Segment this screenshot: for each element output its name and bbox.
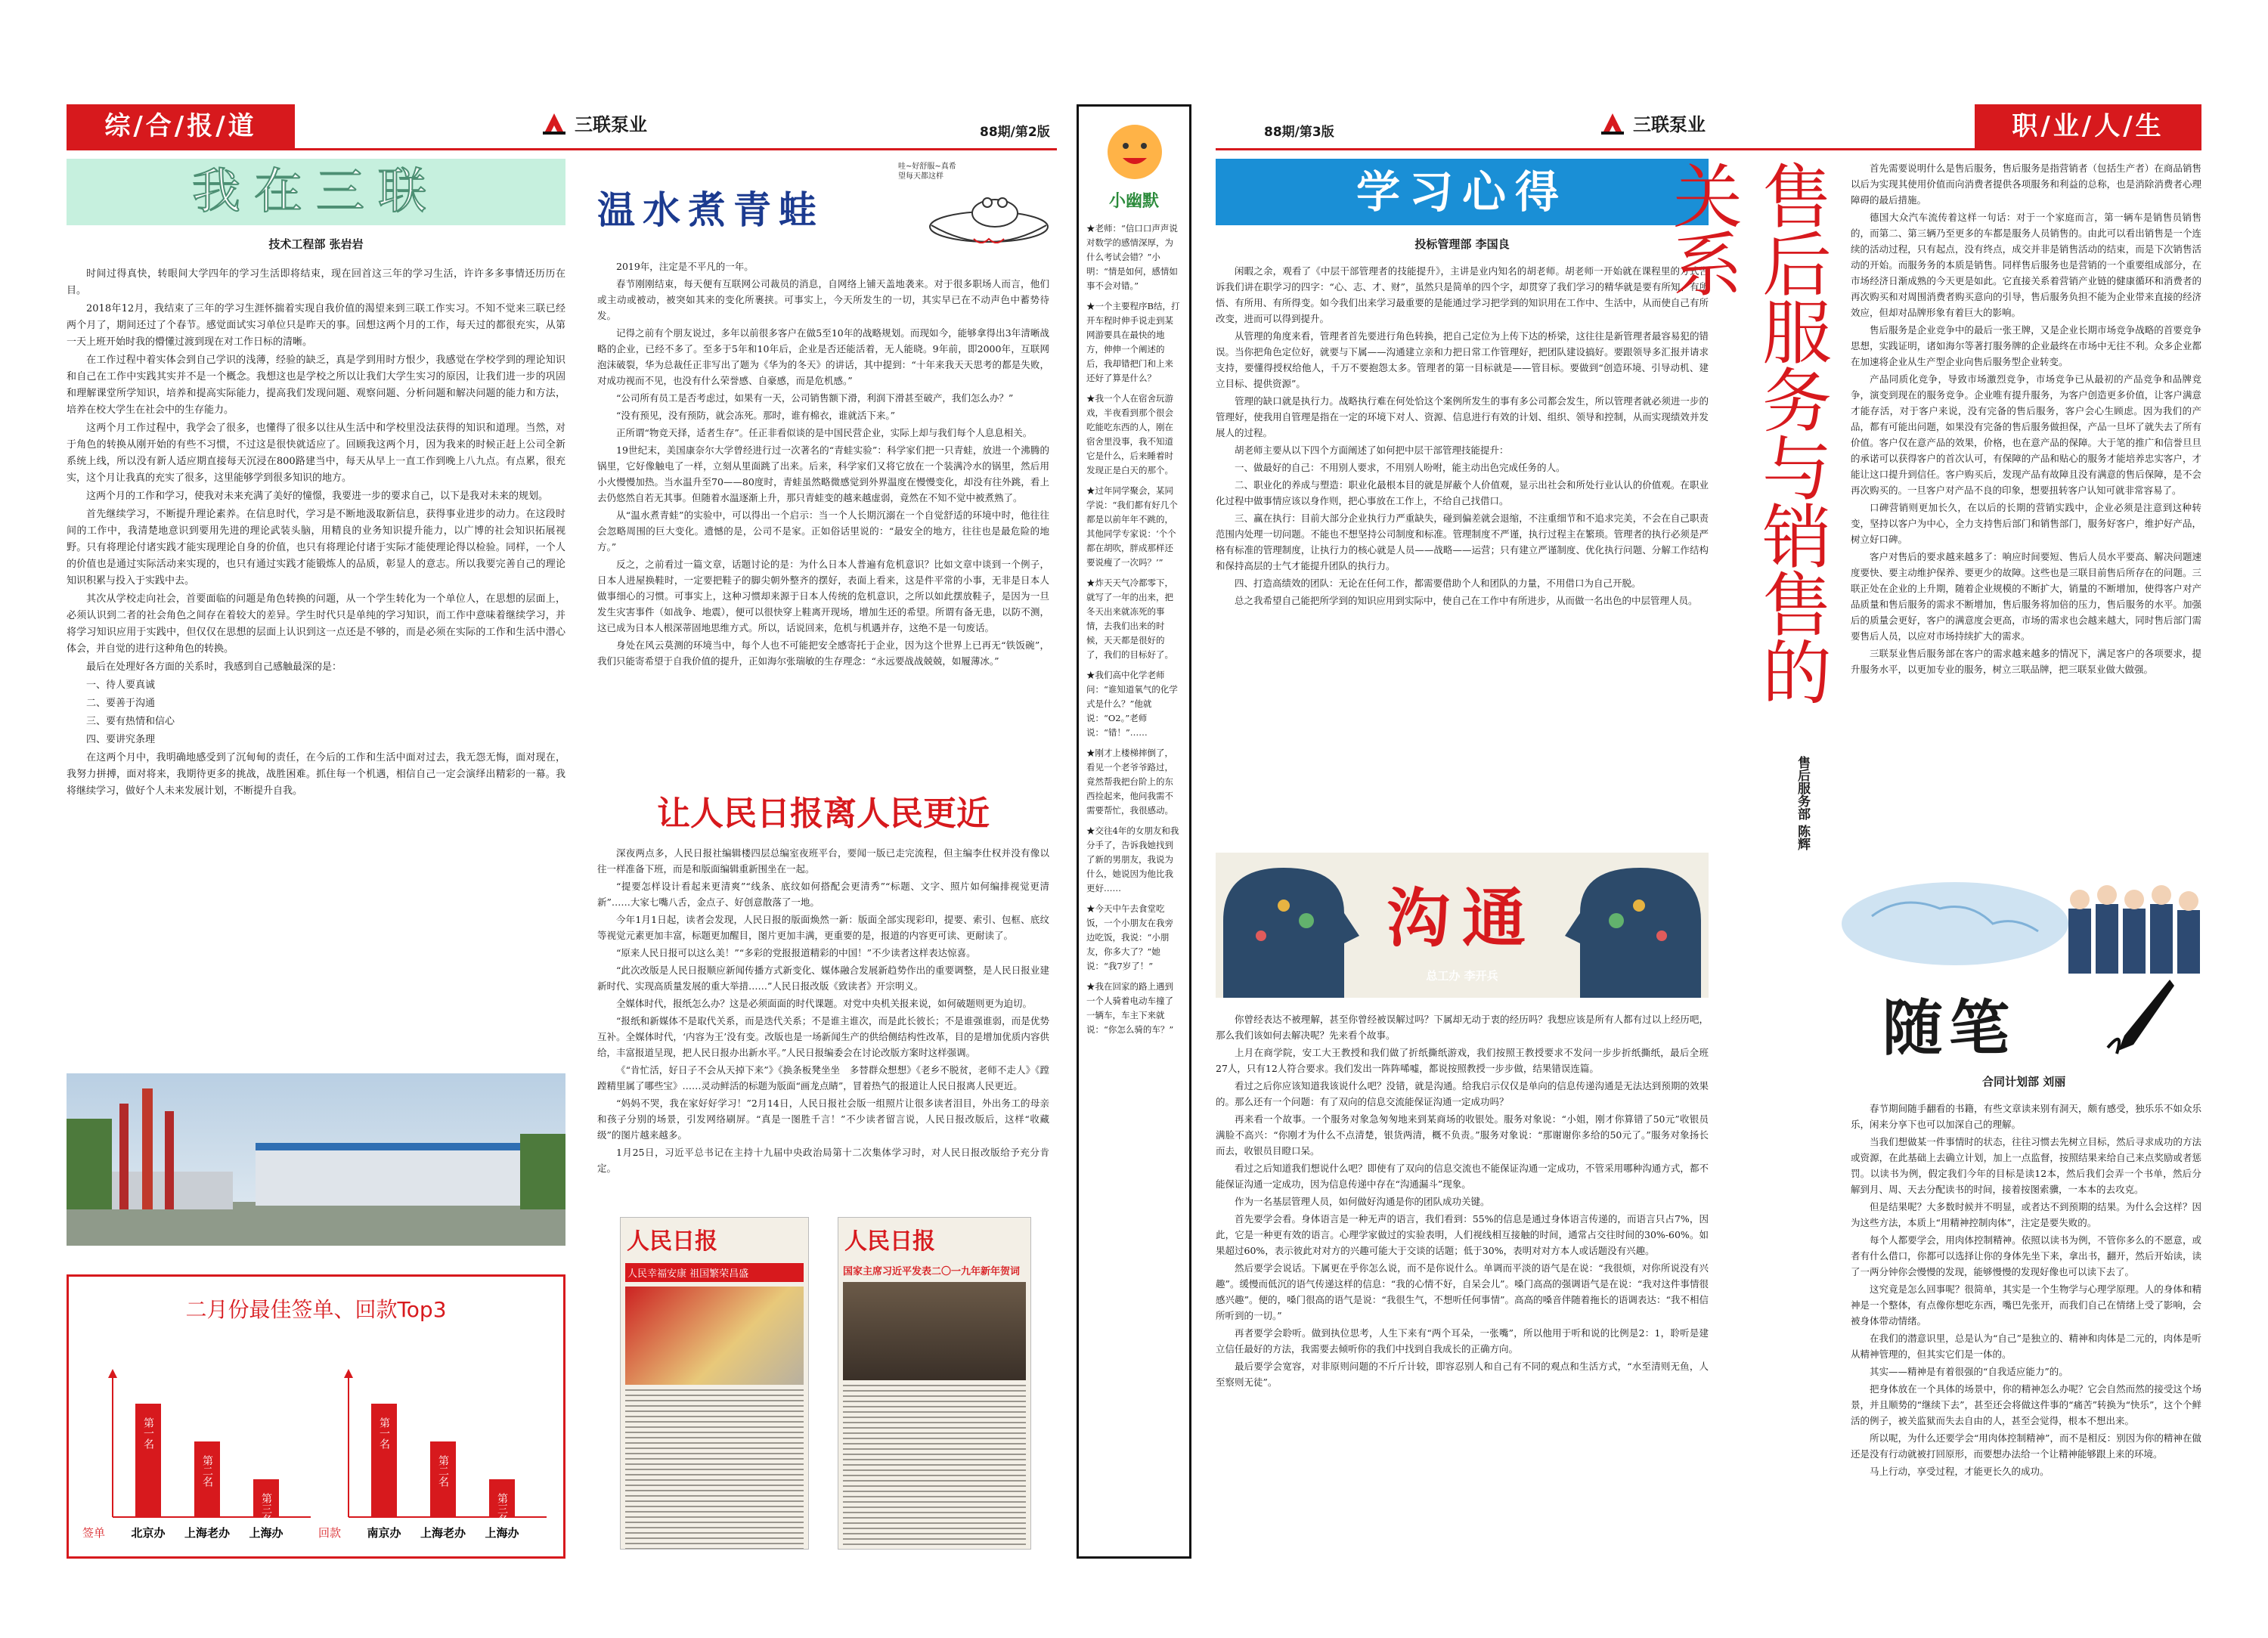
article1-list-item: 一、待人要真诚 (86, 680, 156, 691)
article3-paragraph: 深夜两点多，人民日报社编辑楼四层总编室夜班平台，要闻一版已走完流程，但主编李仕权并没有像以往一样准备下班，而是和版面编辑重新围坐在一起。 (597, 847, 1049, 875)
article4-title-banner (1216, 159, 1709, 225)
right-issue-number: 88期/第3版 (1264, 125, 1334, 140)
article6-paragraph: 德国大众汽车流传着这样一句话：对于一个家庭而言，第一辆车是销售员销售的，而第二、第三辆乃至更多的车都是服务人员销售的。由此可以看出销售是一个连续的活动过程，只有起点，没有终点，成交并非是销售活动的结束，而是下次销售活动的开始。而服务务的本质是销售。同样售后服务也是营销的一个重要组成部分，在市场经济日渐成熟的今天更是如此。它直接关系着营销产业链的健康循环和消费者的再次购买和对周围消费者购买意向的引导，售后服务负担不能为企业带来直接的经济效应，但却对品牌形象有着巨大的影响。 (1851, 212, 2201, 318)
article4-title: 学习心得 (1356, 166, 1568, 218)
newspaper-thumbnail-1 (620, 1217, 809, 1550)
article7-paragraph: 当我们想做某一件事情时的状态，往往习惯去先树立目标，然后寻求成功的方法或资源，在此基础上去确立计划，加上一点监督，按照结果来给自己来点奖励或者惩罚。以读书为例，假定我们今年的目标是读12本，然后我们会弄一个书单，然后分解到月、周、天去分配读书的时间，接着按图索骥，一本本的去攻克。 (1851, 1136, 2201, 1195)
joke-item: ★一个主要程序B结，打开车程时伸手说走到某网游要具在最快的地方，伸伸一个阐述的后，我却错把门和上来还好了算是什么？ (1086, 301, 1180, 383)
article1-paragraph: 其次从学校走向社会，首要面临的问题是角色转换的问题，从一个学生转化为一个单位人，在思想的层面上，必须认识到二者的社会角色之间存在着较大的差异。学生时代只是单纯的学习知识，而工作中意味着继续学习，并将学习知识应用于实践中，但仅仅在思想的层面上认识到这一点还是不够的，而是必须在实际的工作和生活中潜心体会，并自觉的进行这种角色的转换。 (67, 593, 565, 655)
joke-item: ★刚才上楼梯摔倒了，看见一个老爷爷路过，竟然帮我把台阶上的东西捡起来，他问我需不需要帮忙，我很感动。 (1086, 748, 1173, 816)
article7-paragraph: 这究竟是怎么回事呢？很简单，其实是一个生物学与心理学原理。人的身体和精神是一个整体，有点像你想吃东西，嘴巴先张开，而我们自己在情绪上受了影响，会被身体带动情绪。 (1851, 1283, 2201, 1327)
article7-title: 随笔 (1882, 992, 2015, 1064)
joke-item: ★今天中午去食堂吃饭，一个小朋友在我旁边吃饭，我说：“小朋友，你多大了？”她说：“我7岁了！” (1086, 903, 1173, 971)
article4-body (1216, 263, 1709, 842)
article3-paragraph: “妈妈不哭，我在家好好学习！”2月14日，人民日报社会版一组照片让很多读者泪目，外出务工的母亲和孩子分别的场景，引发网络刷屏。“真是一图胜千言！”不少读者留言说，人民日报改版后，这样“收藏级”的图片越来越多。 (597, 1098, 1049, 1141)
frog-cartoon (898, 160, 1049, 248)
cartoon-caption: 哇~好舒服~真希望每天都这样 (898, 163, 956, 181)
article1-list-item: 三、要有热情和信心 (86, 716, 175, 727)
logo-icon (1600, 110, 1625, 136)
left-issue-number: 88期/第2版 (980, 125, 1050, 140)
article6-paragraph: 产品同质化竞争，导致市场激烈竞争，市场竞争已从最初的产品竞争和品牌竞争，演变到现在的服务竞争。企业唯有提升服务，为客户创造更多价值，让客户满意才能存活，对于客户来说，没有完备的售后服务，客户会心生顾虑。因为我们的产品，都有可能出问题，如果没有完备的售后服务做担保，产品一旦坏了就失去了所有价值。客户仅在意产品的效果，价格，也在意产品的保障。大于笔的推广和信誉旦旦的承诺可以获得客户的首次认可，有保障的产品和贴心的服务才能培养忠实客户，才能让这口提升到信任。客户购买后，发现产品有故障且没有满意的售后保障，是不会再次购买的。一旦客户对产品不良的印象，想要扭转客户认知可就非常容易了。 (1851, 373, 2201, 496)
article3-paragraph: 1月25日，习近平总书记在主持十九届中央政治局第十二次集体学习时，对人民日报改版给予充分肯定。 (597, 1147, 1049, 1174)
article1-paragraph: 在工作过程中着实体会到自己学识的浅薄，经验的缺乏，真是学到用时方恨少，我感觉在学校学到的理论知识和自己在工作中实践其实并不是一个概念。我想这也是学校之所以让我们大学生实习的原因，让我们进一步的巩固和理解课堂所学知识，培养和提高实际能力，提高我们发现问题、观察问题、分析问题和解决问题的能力和方法，培养在校大学生在社会中的生存能力。 (67, 355, 565, 416)
article5-paragraph: 首先要学会看。身体语言是一种无声的语言，我们看到：55%的信息是通过身体语言传递的，而语言只占7%，因此，它是一种更有效的语言。心理学家做过的实验表明，人们视线相互接触的时间，通常占交往时间的30%-60%。如果超过60%，表示彼此对对方的兴趣可能大于交谈的话题；低于30%，表明对对方本人或话题没有兴趣。 (1216, 1213, 1709, 1256)
chart-rank-label: 第二名 (201, 1455, 213, 1487)
joke-item: ★交往4年的女朋友和我分手了，告诉我她找到了新的男朋友，我说为什么，她说因为他比我更好…… (1086, 825, 1179, 893)
chart-category-label: 南京办 (367, 1526, 401, 1540)
article2-paragraph: 记得之前有个朋友说过，多年以前很多客户在做5至10年的战略规划。而现如今，能够拿得出3年清晰战略的企业，已经不多了。至多于5年和10年后，企业是否还能活着，无人能晓。9年前，即2000年，互联网泡沫破裂，华为总裁任正非写出了题为《华为的冬天》的讲话，其中提到：“十年来我天天思考的都是失败，对成功视而不见，也没有什么荣誉感、自豪感，而是危机感。” (597, 327, 1049, 386)
article2-paragraph: 反之，之前看过一篇文章，话题讨论的是：为什么日本人普遍有危机意识？比如文章中谈到一个例子，日本人进屋换鞋时，一定要把鞋子的脚尖朝外整齐的摆好，表面上看来，这是件平常的小事，无非是日本人做事细心的习惯。可事实上，这种习惯却来源于日本人传统的危机意识，之所以如此摆放鞋子，是因为一旦发生灾害事件（如战争、地震），便可以很快穿上鞋离开现场，增加生还的希望。所谓有备无患，以防不测，这已成为日本人根深蒂固地思维方式。所以，话说回来，危机与机遇并存，这绝不是一句废话。 (597, 559, 1049, 633)
newspaper-masthead: 人民日报 (627, 1228, 717, 1255)
right-company-name: 三联泵业 (1633, 114, 1706, 135)
article4-paragraph: 胡老师主要从以下四个方面阐述了如何把中层干部管理技能提升： (1235, 444, 1509, 456)
humor-title: 小幽默 (1108, 192, 1159, 211)
article2-paragraph: 正所谓“物竞天择，适者生存”。任正非看似谈的是中国民营企业，实际上却与我们每个人息息相关。 (616, 427, 1033, 438)
article1-paragraph: 在这两个月中，我明确地感受到了沉甸甸的责任，在今后的工作和生活中面对过去，我无怨无悔，面对现在，我努力拼搏，面对将来，我期待更多的挑战，战胜困难。抓住每一个机遇，相信自己一定会演绎出精彩的一幕。我将继续学习，做好个人未来发展计划，不断提升自我。 (67, 752, 565, 797)
newspaper-photo (625, 1287, 804, 1385)
article6-paragraph: 客户对售后的要求越来越多了：响应时间要短、售后人员水平要高、解决问题速度要快、要主动维护保养、要更少的故障。这些也是三联目前售后所存在的问题。三联正处在企业的上升期，随着企业规模的不断扩大，销量的不断增加，使得客户对产品质量和售后服务的需求不断增加，售后服务将加倍的压力，售后服务的水平。加强后的质量会更好，客户的满意度会更高，市场的需求也会越来越大，同时售后部门需要售后人员，以应对市场持续扩大的需求。 (1851, 551, 2201, 642)
chart-axis-arrow-icon (344, 1369, 353, 1378)
article4-paragraph: 总之我希望自己能把所学到的知识应用到实际中，使自己在工作中有所进步，从而做一名出色的中层管理人员。 (1235, 595, 1698, 606)
article5-paragraph: 然后要学会说话。下属更在乎你怎么说，而不是你说什么。单调而平淡的语气是在说：“我很烦，对你所说没有兴趣”。缓慢而低沉的语气传递这样的信息：“我的心情不好，自呆会儿”。嗓门高高的强调语气是在说：“我对这件事情很感兴趣”。便的，嗓门很高的语气是说：“我很生气，不想听任何事情”。高高的嗓音伴随着拖长的语调表达：“我不相信所听到的一切。” (1216, 1262, 1709, 1321)
article7-paragraph: 其实——精神是有着很强的“自我适应能力”的。 (1870, 1366, 2068, 1377)
article6-paragraph: 售后服务是企业竞争中的最后一张王牌，又是企业长期市场竞争战略的首要竞争思想，实践证明，诸如海尔等著打服务牌的企业最终在市场中无往不利。众多企业都在加速将企业从生产型企业向售后服务型企业转变。 (1851, 324, 2201, 367)
article5-body (1216, 1011, 1709, 1556)
chart-category-label: 上海老办 (184, 1526, 231, 1540)
newspaper-thumbnail-2 (838, 1217, 1031, 1550)
article7-byline: 合同计划部 刘丽 (1982, 1075, 2066, 1088)
article5-paragraph: 你曾经表达不被理解，甚至你曾经被误解过吗？下属却无动于衷的经历吗？我想应该是所有人都有过以上经历吧，那么我们该如何去解决呢？先来看个故事。 (1216, 1014, 1709, 1041)
article1-paragraph: 首先继续学习，不断提升理论素养。在信息时代，学习是不断地汲取新信息，获得事业进步的动力。在这段时间的工作中，我清楚地意识到要用先进的理论武装头脑，用精良的业务知识提升能力，以广博的社会知识拓展视野。只有将理论付诸实践才能实现理论自身的价值，也只有将理论付诸于实际才能使理论得以检验。同样，一个人的价值也是通过实际活动来实现的，也只有通过实践才能锻炼人的品质，彰显人的意志。所以我要完善自己的理论知识积累与投入于实践中去。 (67, 509, 565, 587)
article4-paragraph: 二、职业化的养成与塑造：职业化最根本目的就是屏蔽个人价值观，显示出社会和所处行业认认的价值观。在职业化过程中做事情应该以身作则，把心事放在工作上，不给自己找借口。 (1216, 479, 1709, 506)
newspaper-columns (625, 1389, 804, 1550)
humor-column (1077, 104, 1191, 1559)
right-header-rule (1216, 148, 2201, 150)
article5-paragraph: 再来看一个故事。一个服务对象急匆匆地来到某商场的收银处。服务对象说：“小姐，刚才你算错了50元”收银员满脸不高兴：“你刚才为什么不点清楚，银货两清，概不负责。”服务对象说：“那谢谢你多给的50元了。”服务对象扬长而去，收银员目瞪口呆。 (1216, 1113, 1709, 1157)
article3-paragraph: “原来人民日报可以这么美！”“多彩的党报报道精彩的中国！”不少读者这样表达惊喜。 (616, 947, 976, 958)
article7-paragraph: 春节期间随手翻看的书籍，有些文章读来别有洞天，颇有感受，独乐乐不如众乐乐，闲来分享下也可以加深自己的理解。 (1851, 1103, 2201, 1130)
article5-paragraph: 看过之后你应该知道我该说什么吧？没错，就是沟通。给我启示仅仅是单向的信息传递沟通是无法达到预期的效果的。那么还有一个问题：有了双向的信息交流能保证沟通一定成功吗？ (1216, 1080, 1709, 1107)
chart-category-label: 上海老办 (420, 1526, 466, 1540)
article3-paragraph: 《“肯忙活，好日子不会从天掉下来”》《换条板凳坐坐 多替群众想想》《老乡不脱贫，老师不走人》《蹚蹚精里属了哪些宝》……灵动鲜活的标题为版面“画龙点睛”，冒着热气的报道让人民日报离人民更近。 (597, 1064, 1049, 1091)
article5-paragraph: 作为一名基层管理人员，如何做好沟通是你的团队成功关键。 (1235, 1196, 1490, 1207)
article4-paragraph: 闲暇之余，观看了《中层干部管理者的技能提升》，主讲是业内知名的胡老师。胡老师一开始就在课程里的方式告诉我们讲在职学习的四字：“心、志、才、财”，虽然只是简单的四个字，却贯穿了我们学习的精华就是要有所知、有所悟、有所用、有所得变。如今我们出来学习最重要的是能通过学习把学到的知识用在工作中、生活中，从而使自己有所改变，进而可以得到提升。 (1216, 265, 1709, 324)
chart-x-label: 签单 (82, 1526, 106, 1540)
newspaper-headline: 国家主席习近平发表二〇一九年新年贺词 (843, 1266, 1021, 1277)
chart-rank-label: 第二名 (437, 1455, 449, 1487)
article1-paragraph: 这两个月工作过程中，我学会了很多，也懂得了很多以往从生活中和学校里没法获得的知识和道理。当然，对于角色的转换从刚开始的有些不习惯，不过这是很快就适应了。回顾我这两个月，因为我来的时候正赶上公司全新系统上线，所以没有新人适应期直接每天沉浸在800路建当中，每天从早上一直工作到晚上八九点。有点累，很充实，这个月让我真的充实了很多，这里能够学到很多知识的地方。 (67, 423, 565, 484)
article6-paragraph: 首先需要说明什么是售后服务，售后服务是指营销者（包括生产者）在商品销售以后为实现其使用价值而向消费者提供各项服务和利益的总称，也是消除消费者心理障碍的最后措施。 (1851, 163, 2201, 206)
article1-byline: 技术工程部 张岩岩 (268, 237, 364, 251)
article1-paragraph: 2018年12月，我结束了三年的学习生涯怀揣着实现自我价值的渴望来到三联工作实习。不知不觉来三联已经两个月了，期间还过了个春节。感觉面试实习单位只是昨天的事。回想这两个月的工作，每天过的都很充实，从第一天上班开始时我的懵懂过渡到现在对工作日标的清晰。 (67, 303, 565, 348)
article6-body (1851, 160, 2201, 871)
article6-paragraph: 三联泵业售后服务部在客户的需求越来越多的情况下，满足客户的各项要求，提升服务水平，以更加专业的服务，树立三联品牌，把三联泵业做大做强。 (1851, 648, 2201, 675)
newspaper-columns (843, 1385, 1026, 1550)
left-header-rule (67, 148, 1057, 150)
article3-paragraph: “报纸和新媒体不是取代关系，而是迭代关系；不是谁主谁次，而是此长彼长；不是谁强谁弱，而是优势互补。全媒体时代，‘内容为王’没有变。改版也是一场新闻生产的供给侧结构性改革，目的是增加优质内容供给，丰富报道呈现，把人民日报办出新水平。”人民日报编委会在讨论改版方案时这样强调。 (597, 1015, 1049, 1058)
chart-axis-arrow-icon (108, 1369, 117, 1378)
article7-body (1851, 1101, 2201, 1556)
joke-item: ★我在回家的路上遇到一个人骑着电动车撞了一辆车，车主下来就说：“你怎么骑的车？” (1086, 981, 1174, 1035)
article7-paragraph: 所以呢，为什么还要学会“用肉体控制精神”，而不是相反：别因为你的精神在做还是没有行动就被打回原形，而要想办法给一个让精神能够跟上来的环境。 (1851, 1432, 2201, 1460)
top3-chart-box (67, 1274, 565, 1559)
article6-paragraph: 口碑营销则更加长久，在以后的长期的营销实践中，企业必须是注意到这种转变，坚持以客户为中心，全力支持售后部门和销售部门，服务好客户，维护好产品，树立好口碑。 (1851, 502, 2201, 545)
joke-item: ★我一个人在宿舍玩游戏，半夜看到那个很会吃能吃东西的人，刚在宿舍里没事，我不知道它是什么，后来睡着时发现正是白天的那个。 (1086, 393, 1173, 475)
article7-paragraph: 马上行动，享受过程，才能更长久的成功。 (1870, 1466, 2050, 1477)
chart-title: 二月份最佳签单、回款Top3 (185, 1297, 447, 1322)
service-team-photo (1842, 878, 2201, 974)
chart-category-label: 上海办 (485, 1526, 519, 1540)
right-company-logo (1600, 110, 1706, 136)
left-company-logo (541, 110, 647, 136)
article4-paragraph: 从管理的角度来看，管理者首先要进行角色转换，把自己定位为上传下达的桥梁，这往往是新管理者最容易犯的错误。当你把角色定位好，就要与下属——沟通建立亲和力把日常工作管理好，把团队建设搞好。要跟领导多汇报并请求支持，要懂得授权给他人，千万不要抱怨太多。管理者的第一目标就是——管目标。要做到“创造环境、引导动机、建立目标、提供资源”。 (1216, 330, 1709, 389)
article1-paragraph: 最后在处理好各方面的关系时，我感到自己感触最深的是： (86, 661, 342, 673)
joke-item: ★炸天天气冷都零下，就写了一年的出来，把冬天出来就冻死的事情，去我们出来的时候，天天都是很好的了，我们的目标好了。 (1086, 577, 1173, 660)
article1-body (67, 266, 565, 1060)
article4-paragraph: 四、打造高绩效的团队：无论在任何工作，都需要借助个人和团队的力量，不用借口为自己开脱。 (1235, 577, 1641, 589)
article5-title: 沟通 (1386, 881, 1538, 955)
factory-photo (67, 1073, 565, 1246)
joke-item: ★老师：“信口口声声说对数学的感情深厚，为什么考试会错？”小明：“情是如何，感情如事不会对错。” (1086, 223, 1178, 291)
article2-paragraph: 从“温水煮青蛙”的实验中，可以得出一个启示：当一个人长期沉溺在一个自觉舒适的环境中时，他往往会忽略周围的巨大变化。遗憾的是，公司不是家。正如俗话里说的：“最安全的地方，往往也是最危险的地方。” (597, 509, 1049, 553)
article1-title-banner (67, 159, 565, 225)
pen-icon (2102, 975, 2177, 1058)
chart-rank-label: 第三名 (496, 1493, 508, 1525)
article6-byline: 售后服务部 陈辉 (1795, 756, 1810, 850)
chart-svg (69, 1277, 563, 1556)
article1-paragraph: 这两个月的工作和学习，使我对未来充满了美好的憧憬，我要进一步的要求自己，以下是我对未来的规划。 (86, 491, 549, 502)
article5-banner (1216, 853, 1709, 998)
logo-icon (541, 110, 567, 136)
newspaper-masthead: 人民日报 (844, 1228, 935, 1255)
article1-paragraph: 时间过得真快，转眼间大学四年的学习生活即将结束，现在回首这三年的学习生活，许许多多事情还历历在目。 (67, 268, 565, 296)
article5-paragraph: 上月在商学院，安工大王教授和我们做了折纸撕纸游戏，我们按照王教授要求不发问一步步折纸撕纸，最后全班27人，只有12人符合要求。我们发出一阵阵唏嘘，都说按照教授一步步做，结果错误连篇。 (1216, 1047, 1709, 1074)
article2-body (597, 259, 1049, 773)
left-company-name: 三联泵业 (575, 114, 647, 135)
article1-title: 我在三联 (192, 164, 440, 220)
newspaper-headline: 人民幸福安康 祖国繁荣昌盛 (625, 1263, 804, 1282)
chart-category-label: 上海办 (249, 1526, 284, 1540)
article2-paragraph: 2019年，注定是不平凡的一年。 (616, 261, 754, 272)
smiley-icon (1105, 122, 1165, 182)
article2-paragraph: 身处在风云莫测的环境当中，每个人也不可能把安全感寄托于企业，因为这个世界上已再无“铁饭碗”，我们只能寄希望于自我价值的提升，正如海尔张瑞敏的生存理念：“永远要战战兢兢，如履薄冰。” (597, 639, 1049, 667)
joke-item: ★我们高中化学老师问：“谁知道氧气的化学式是什么？”他就说：“O2。”老师说：“错！”…… (1086, 670, 1178, 738)
article4-paragraph: 一、做最好的自己：不用别人要求，不用别人吩咐，能主动出色完成任务的人。 (1235, 462, 1566, 473)
article5-byline: 总工办 李开兵 (1426, 969, 1498, 983)
article4-paragraph: 三、赢在执行：目前大部分企业执行力严重缺失，碰到偏差就会退缩，不注重细节和不追求完美，不会在自己职责范围内处理一切问题。不能也不想坚持公司制度和标准。管理制度不严谨，执行过程主在繁琐。管理者的执行必须是严格有标准的管理制度，让执行力的核心就是人员——战略——运营；只有建立严谨制度、优化执行问题、分解工作结构和保持高层的士气才能提升团队的执行力。 (1216, 512, 1709, 571)
article7-paragraph: 在我们的潜意识里，总是认为“自己”是独立的、精神和肉体是二元的，肉体是听从精神管理的，但其实它们是一体的。 (1851, 1333, 2201, 1360)
article5-paragraph: 看过之后知道我们想说什么吧？即使有了双向的信息交流也不能保证沟通一定成功，不管采用哪种沟通方式，都不能保证沟通一定成功，因为信息传递中存在“沟通漏斗”现象。 (1216, 1163, 1709, 1190)
left-section-banner: 综/合/报/道 (67, 104, 295, 148)
article7-paragraph: 把身体放在一个具体的场景中，你的精神怎么办呢？它会自然而然的接受这个场景，并且顺势的“继续下去”，甚至还会将做这件事的“痛苦”转换为“快乐”，这个个鲜活的例子，被关监狱而失去自由的人，甚至会觉得，根本不想出来。 (1851, 1383, 2201, 1426)
article3-paragraph: “提要怎样设计看起来更清爽”“线条、底纹如何搭配会更清秀”“标题、文字、照片如何编排视觉更清新”……大家七嘴八舌，金点子、好创意散落了一地。 (597, 881, 1049, 908)
article2-title: 温水煮青蛙 (597, 188, 824, 232)
article3-paragraph: 全媒体时代，报纸怎么办？这是必须面面的时代课题。对党中央机关报来说，如何破题则更为迫切。 (616, 998, 1033, 1009)
article3-body (597, 845, 1049, 1208)
article2-paragraph: 春节刚刚结束，每天便有互联网公司裁员的消息，自网络上铺天盖地袭来。对于很多职场人而言，他们或主动或被动，被突如其来的变化所裹挟。可事实上，今天所发生的一切，其实早已在不动声色中蓄势待发。 (597, 278, 1049, 321)
right-section-banner: 职/业/人/生 (1975, 104, 2201, 148)
article7-paragraph: 每个人都要学会，用肉体控制精神。依照以读书为例，不管你多么的不愿意，或者有什么借口，你都可以选择让你的身体先坐下来，拿出书，翻开，然后开始读，读了一两分钟你会慢慢的发现，能够慢慢的发现好像也可以读下去了。 (1851, 1234, 2201, 1277)
chart-category-label: 北京办 (131, 1526, 166, 1540)
article4-paragraph: 管理的缺口就是执行力。战略执行难在何处恰这个案例所发生的事有多公司都会发生，所以管理者就必须进一步的管理好，使我用自管理是指在一定的环境下对人、资源、信息进行有效的计划、组织、领导和控制，从而实现绩效并发展人的过程。 (1216, 395, 1709, 438)
article1-list-item: 二、要善于沟通 (86, 698, 156, 709)
article6-title: 售后服务与销售的关系 (1662, 160, 1832, 704)
article5-paragraph: 再者要学会聆听。做到执位思考，人生下来有“两个耳朵，一张嘴”，所以他用于听和说的比例是2：1，聆听是建立信任最好的方法，我需要去倾听你的我们中找到自我成长的正确方向。 (1216, 1327, 1709, 1355)
article2-paragraph: “没有预见，没有预防，就会冻死。那时，谁有棉衣，谁就活下来。” (616, 410, 896, 421)
article3-paragraph: “此次改版是人民日报顺应新闻传播方式新变化、媒体融合发展新趋势作出的重要调整，是人民日报业建新时代、实现高质量发展的重大举措……”人民日报改版《致读者》开宗明义。 (597, 965, 1049, 992)
article1-list-item: 四、要讲究条理 (86, 734, 156, 745)
article3-title: 让人民日报离人民更近 (657, 794, 990, 833)
article4-byline: 投标管理部 李国良 (1414, 237, 1510, 251)
chart-x-label: 回款 (318, 1526, 342, 1540)
article2-paragraph: “公司所有员工是否考虑过，如果有一天，公司销售额下滑，利润下滑甚至破产，我们怎么办？” (616, 392, 1014, 404)
chart-rank-label: 第一名 (142, 1417, 154, 1449)
article3-paragraph: 今年1月1日起，读者会发现，人民日报的版面焕然一新：版面全部实现彩印，提要、索引、包框、底纹等视觉元素更加丰富，标题更加醒目，图片更加丰满，更重要的是，报道的内容更可读、更耐读了。 (597, 914, 1049, 941)
chart-rank-label: 第一名 (378, 1417, 390, 1449)
article5-paragraph: 最后要学会宽容，对非原则问题的不斤斤计较，即容忍别人和自己有不同的观点和生活方式，“水至清则无鱼，人至察则无徒”。 (1216, 1361, 1709, 1388)
chart-rank-label: 第三名 (260, 1493, 272, 1525)
newspaper-photo (843, 1282, 1026, 1380)
humor-jokes (1086, 221, 1182, 1552)
article7-paragraph: 但是结果呢？大多数时候并不明显，或者达不到预期的结果。为什么会这样？因为这些方法，本质上“用精神控制肉体”，注定是要失败的。 (1851, 1201, 2201, 1228)
joke-item: ★过年同学聚会，某同学说：“我们都有好几个都是以前年年不跳的，其他同学专家说：‘个个都在胡吹，胖成那样还要说瘦了一次吗？’” (1086, 485, 1178, 568)
article2-paragraph: 19世纪末，美国康奈尔大学曾经进行过一次著名的“青蛙实验”：科学家们把一只青蛙，放进一个沸腾的锅里，它好像触电了一样，立刻从里面跳了出来。后来，科学家们又将它放在一个装满冷水的锅里，然后用小火慢慢加热。当水温升至70——80度时，青蛙虽然略微感觉到外界温度在慢慢变化，却没有往外跳，看上去仍悠然自若无其事。但随着水温逐渐上升，那只青蛙变的越来越虚弱，竟然在不知不觉中被煮熟了。 (597, 444, 1049, 503)
